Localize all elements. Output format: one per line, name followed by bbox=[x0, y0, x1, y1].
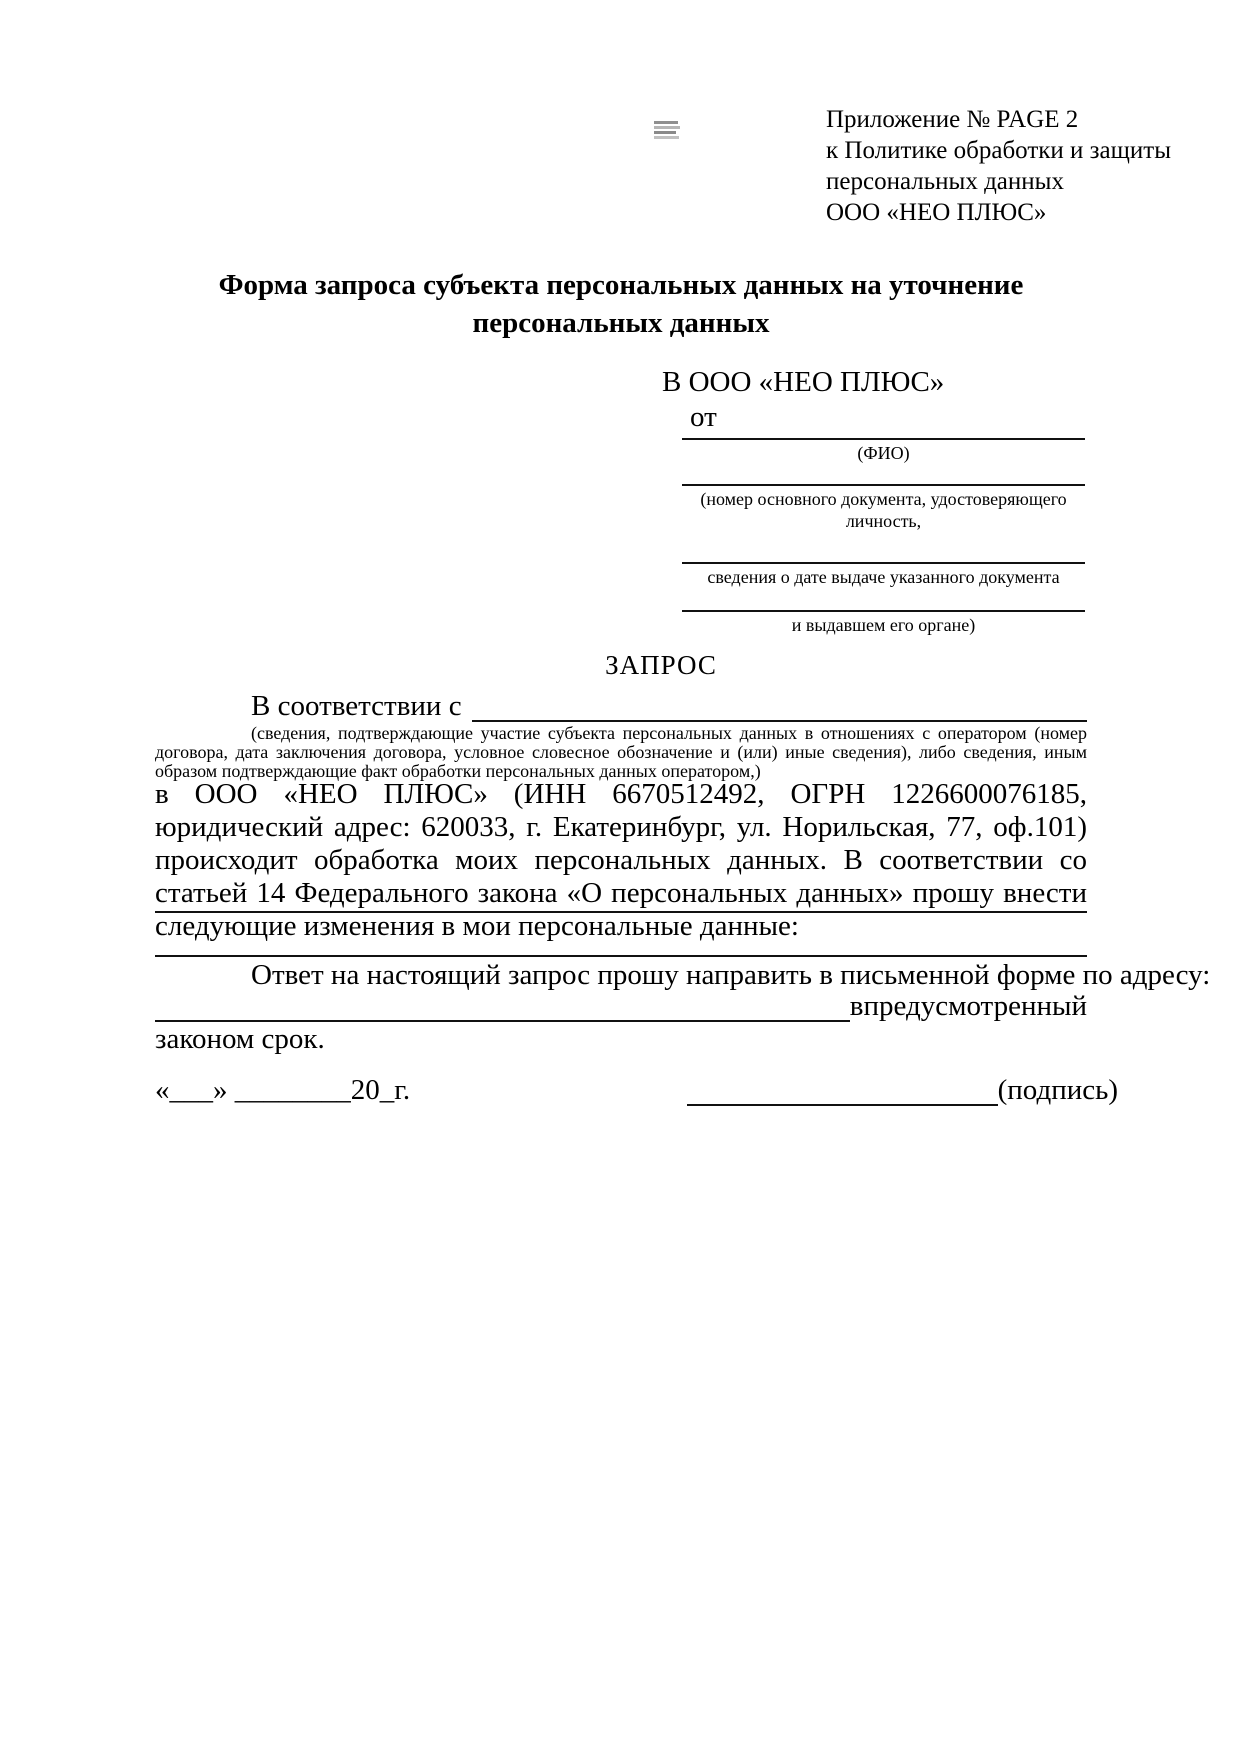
address-blank-line bbox=[155, 992, 850, 1022]
response-word: предусмотренный bbox=[863, 990, 1087, 1022]
date-blank: «___» ________20_г. bbox=[155, 1074, 411, 1106]
issue-date-blank-line bbox=[682, 532, 1085, 564]
fio-caption: (ФИО) bbox=[857, 443, 910, 463]
document-number-caption: (номер основного документа, удостоверяющего личность, bbox=[700, 489, 1067, 531]
intro-footnote: (сведения, подтверждающие участие субъекта персональных данных в отношениях с оператором (номер договора, дата заключения договора, условное словесное обозначение и (или) иные сведения), либо сведения, иным образом подтверждающие факт обработки персональных данных оператором,) bbox=[155, 723, 1087, 781]
response-paragraph bbox=[155, 959, 1211, 1055]
issuing-authority-blank-line bbox=[682, 588, 1085, 612]
response-line1: Ответ на настоящий запрос прошу направить в письменной форме по адресу: bbox=[251, 959, 1211, 991]
field-document-number bbox=[682, 464, 1085, 532]
addressee-block bbox=[662, 366, 1085, 636]
signature-blank-line bbox=[687, 1076, 998, 1106]
intro-blank-line bbox=[472, 690, 1087, 722]
appendix-header bbox=[826, 104, 1171, 228]
document-title: Форма запроса субъекта персональных данных на уточнение персональных данных bbox=[218, 269, 1024, 339]
appendix-header-line: персональных данных bbox=[826, 168, 1064, 195]
appendix-header-line: ООО «НЕО ПЛЮС» bbox=[826, 199, 1047, 226]
intro-line bbox=[155, 690, 1087, 722]
changes-blank-line-1 bbox=[155, 911, 1087, 913]
signature-caption: (подпись) bbox=[997, 1074, 1118, 1106]
signature-row bbox=[155, 1074, 1118, 1106]
field-marker-icon bbox=[654, 121, 680, 143]
field-issuing-authority bbox=[682, 588, 1085, 636]
appendix-header-line: к Политике обработки и защиты bbox=[826, 137, 1172, 164]
appendix-header-line: Приложение № PAGE 2 bbox=[826, 106, 1079, 133]
addressee-to: В ООО «НЕО ПЛЮС» bbox=[662, 366, 945, 398]
response-word: в bbox=[849, 990, 864, 1022]
intro-prefix: В соответствии с bbox=[251, 690, 462, 722]
request-heading: ЗАПРОС bbox=[605, 650, 717, 680]
field-fio bbox=[682, 434, 1085, 464]
signature-group bbox=[687, 1074, 1118, 1106]
response-line3: законом срок. bbox=[155, 1023, 325, 1055]
issuing-authority-caption: и выдавшем его органе) bbox=[791, 615, 976, 635]
response-line2 bbox=[155, 991, 1087, 1022]
changes-blank-line-2 bbox=[155, 955, 1087, 957]
document-number-blank-line bbox=[682, 464, 1085, 486]
issue-date-caption: сведения о дате выдаче указанного документа bbox=[707, 567, 1060, 587]
addressee-from-label: от bbox=[690, 401, 717, 433]
field-issue-date bbox=[682, 532, 1085, 588]
request-body: в ООО «НЕО ПЛЮС» (ИНН 6670512492, ОГРН 1226600076185, юридический адрес: 620033, г. Екатеринбург, ул. Норильская, 77, оф.101) происходит обработка моих персональных данных. В соответствии со статьей 14 Федерального закона «О персональных данных» прошу внести следующие изменения в мои персональные данные: bbox=[155, 778, 1087, 942]
